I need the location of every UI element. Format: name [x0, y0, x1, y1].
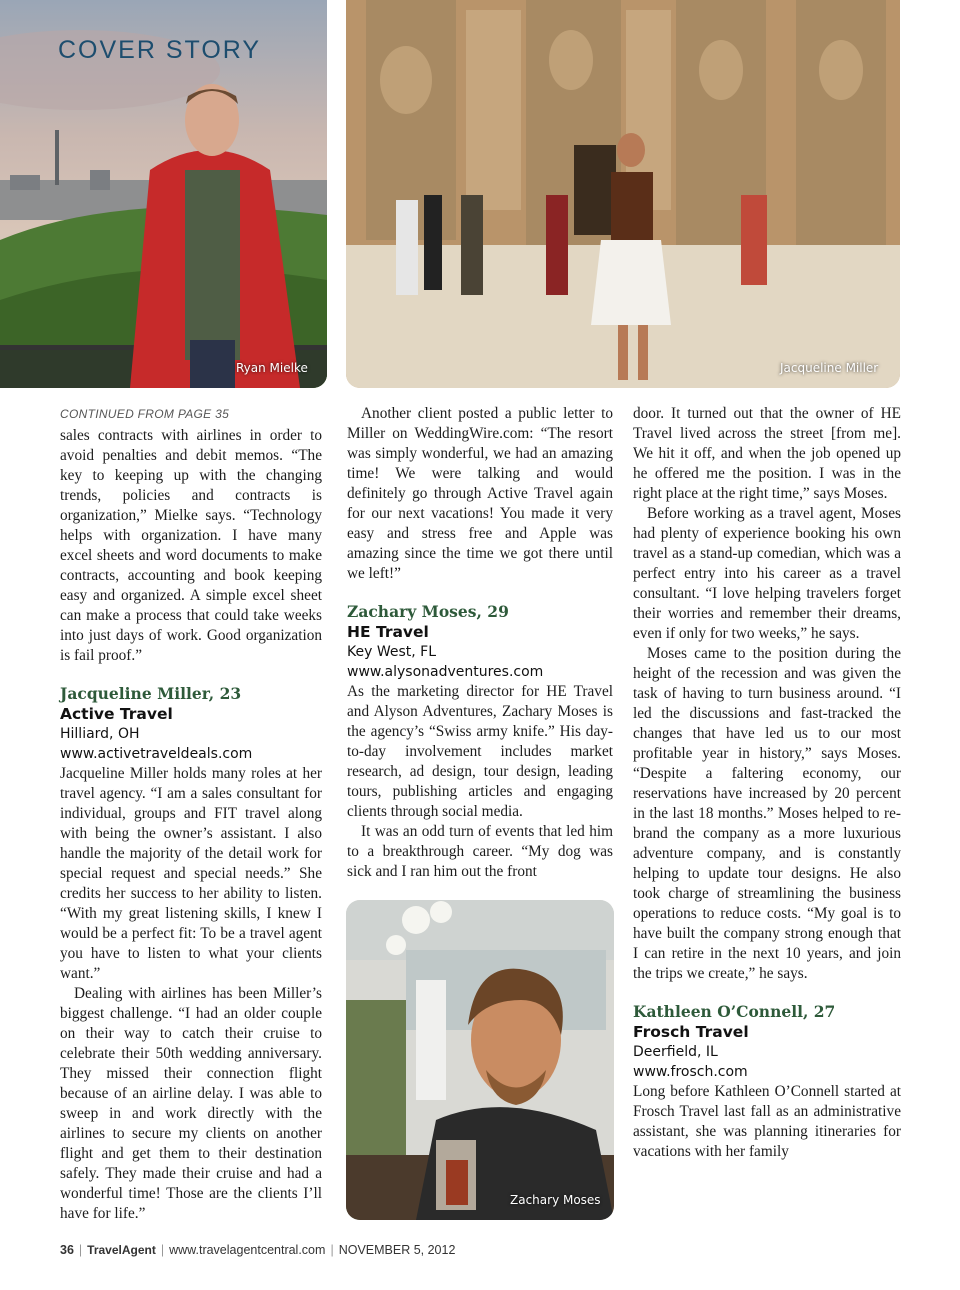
profile-name: Zachary Moses, 29 [347, 602, 509, 621]
photo-zachary-moses [346, 900, 614, 1220]
col3-paragraph: Moses came to the position during the height of the recession and was given the task of having to turn business around. “I led the discussions and fast-tracked the changes that have led us to our most profitable year in history,” says Moses. “Despite a faltering economy, our reservations have increased by 20 percent in the last 18 months.” Moses helped to re-brand the company as a more luxurious adventure company, and is constantly helping to update tour designs. He also took charge of streamlining the business operations to reduce costs. “My goal is to have built the company strong enough that I can retire in the next 10 years, and join the trips we create,” he says. [633, 645, 901, 982]
page-number: 36 [60, 1243, 74, 1257]
profile-name: Kathleen O’Connell, 27 [633, 1002, 836, 1021]
col1-paragraph: sales contracts with airlines in order to avoid penalties and debit memos. “The key to keeping up with the changing trends, policies and contracts is organization,” Mielke says. “Technology helps with organization. I have many excel sheets and word documents to make contracts, accounting and book keeping easy and organized. A simple excel sheet can make a process that could take weeks into just days of work. Good organization is fail proof.” [60, 427, 322, 664]
profile-url: www.alysonadventures.com [347, 664, 544, 680]
section-label-cover-story: COVER STORY [58, 36, 262, 64]
magazine-brand: TravelAgent [87, 1243, 156, 1257]
issue-date: NOVEMBER 5, 2012 [338, 1243, 456, 1257]
profile-location: Key West, FL [347, 644, 437, 660]
photo-jacqueline-miller [346, 0, 900, 388]
col1-paragraph: Dealing with airlines has been Miller’s biggest challenge. “I had an older couple on their way to catch their cruise to celebrate their 50th wedding anniversary. They missed their connection flight because of an airline delay. I was able to sweep in and work directly with the airlines to secure my clients on another flight and get them to their destination safely. They made their cruise and had a wonderful time! Those are the clients I’ll have for life.” [60, 985, 322, 1222]
profile-name: Jacqueline Miller, 23 [60, 684, 242, 703]
col2-paragraph: Another client posted a public letter to Miller on WeddingWire.com: “The resort was simply wonderful, we had an amazing time! We were talking and would definitely go through Active Travel again for our next vacations! You made it very easy and stress free and Apple was amazing since the time we got there until we left!” [347, 405, 613, 582]
col3-paragraph: Long before Kathleen O’Connell started at Frosch Travel last fall as an administrative assistant, she was planning itineraries for vacations with her family [633, 1083, 901, 1160]
footer-url: www.travelagentcentral.com [169, 1243, 326, 1257]
col3-paragraph: Before working as a travel agent, Moses had plenty of experience booking his own travel as a stand-up comedian, which was a perfect entry into his career as a travel consultant. “I love helping travelers forget their worries and remember their dreams, even if only for two weeks,” he says. [633, 505, 901, 642]
profile-agency: HE Travel [347, 623, 429, 641]
column-2 [347, 404, 613, 882]
col2-paragraph: As the marketing director for HE Travel and Alyson Adventures, Zachary Moses is the agency’s “Swiss army knife.” His day-to-day involvement includes market research, ad design, tour design, leading tours, publishing articles and engaging clients through social media. [347, 683, 613, 820]
profile-agency: Active Travel [60, 705, 173, 723]
column-1 [60, 404, 322, 1224]
profile-agency: Frosch Travel [633, 1023, 749, 1041]
profile-url: www.activetraveldeals.com [60, 746, 253, 762]
col3-paragraph: door. It turned out that the owner of HE Travel lived across the street [from me]. We hit it off, and when the job opened up he offered me the position. I was in the right place at the right time,” says Moses. [633, 405, 901, 502]
profile-location: Hilliard, OH [60, 726, 140, 742]
continued-from-label: CONTINUED FROM PAGE 35 [60, 407, 230, 421]
photo-caption-ryan: Ryan Mielke [236, 361, 308, 375]
col2-paragraph: It was an odd turn of events that led him to a breakthrough career. “My dog was sick and I ran him out the front [347, 823, 613, 880]
profile-url: www.frosch.com [633, 1064, 748, 1080]
page-footer: 36 | TravelAgent | www.travelagentcentral.com | NOVEMBER 5, 2012 [60, 1243, 456, 1257]
photo-caption-jacqueline: Jacqueline Miller [780, 361, 879, 375]
column-3 [633, 404, 901, 1162]
profile-location: Deerfield, IL [633, 1044, 718, 1060]
col1-paragraph: Jacqueline Miller holds many roles at her travel agency. “I am a sales consultant for individual, groups and FIT travel along with being the owner’s assistant. I also handle the majority of the detail work for special request and special needs.” She credits her success to her ability to listen. “With my great listening skills, I knew I would be a perfect fit: To be a travel agent you have to listen to what your clients want.” [60, 765, 322, 982]
photo-caption-zachary: Zachary Moses [510, 1193, 601, 1207]
